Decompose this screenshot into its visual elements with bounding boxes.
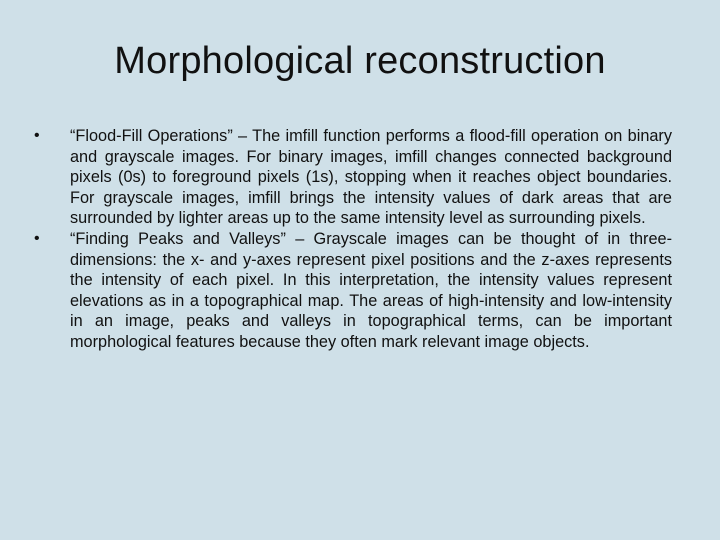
bullet-list [32, 126, 672, 353]
bullet-item-peaks-valleys [32, 229, 672, 353]
bullet-text: “Finding Peaks and Valleys” – Grayscale images can be thought of in three-dimensions: the x- and y-axes represent pixel positions and the z-axes represents the intensity of each pixel. In this interpretation, the intensity values represent elevations as in a topographical map. The areas of high-intensity and low-intensity in an image, peaks and valleys in topographical terms, can be important morphological features because they often mark relevant image objects. [70, 229, 672, 351]
bullet-marker: • [34, 127, 40, 144]
slide-title: Morphological reconstruction [114, 40, 606, 82]
bullet-marker: • [34, 229, 40, 247]
bullet-text: “Flood-Fill Operations” – The imfill function performs a flood-fill operation on binary and grayscale images. For binary images, imfill changes connected background pixels (0s) to foreground pixels (1s), stopping when it reaches object boundaries. For grayscale images, imfill brings the intensity values of dark areas that are surrounded by lighter areas up to the same intensity level as surrounding pixels. [70, 127, 672, 228]
bullet-item-flood-fill [32, 126, 672, 229]
